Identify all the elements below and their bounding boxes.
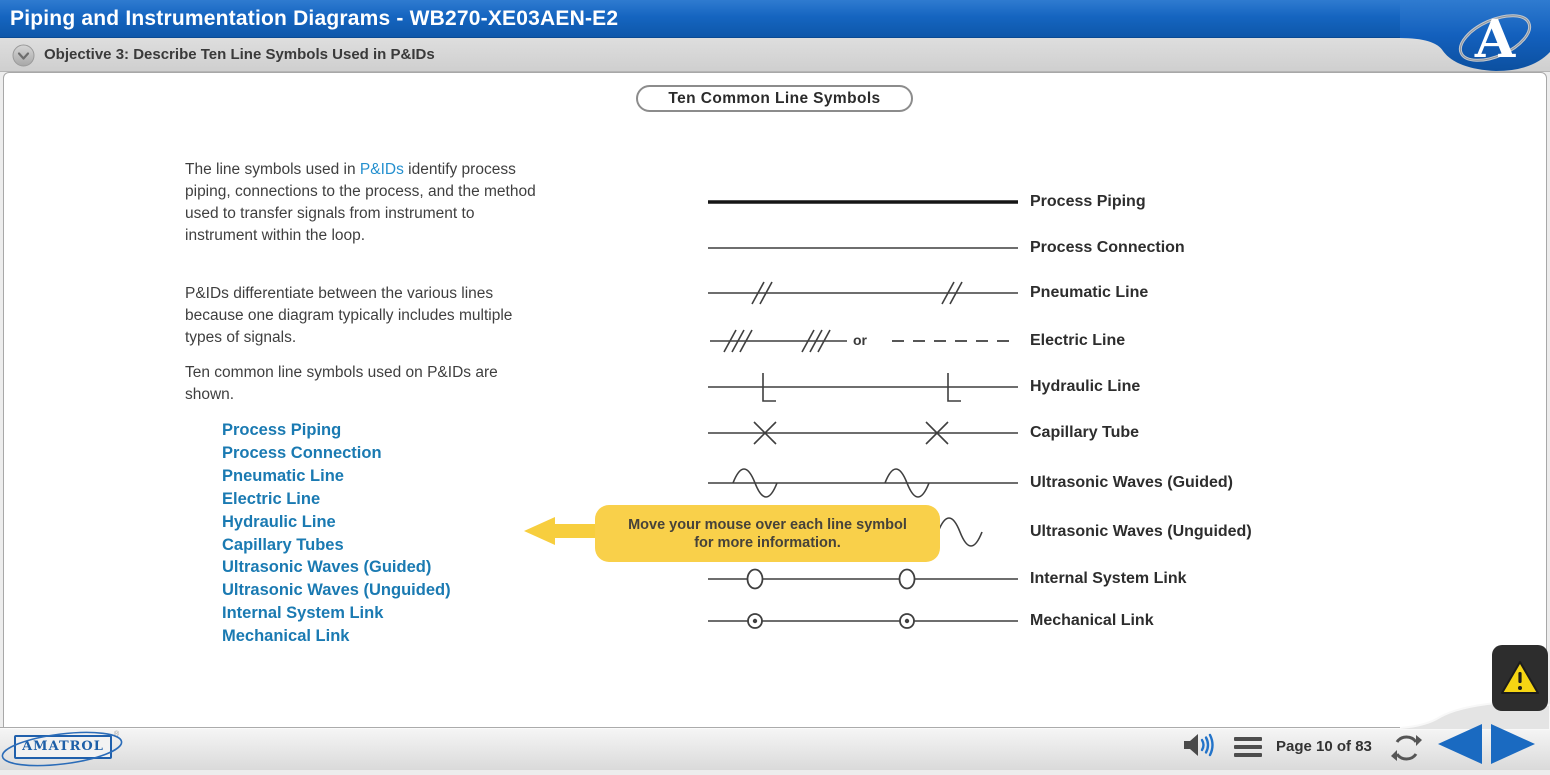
menu-button[interactable] — [1234, 737, 1262, 761]
paragraph-3: Ten common line symbols used on P&IDs are shown. — [185, 364, 498, 403]
symbol-name-list — [222, 419, 451, 648]
intro-text-before: The line symbols used in — [185, 161, 360, 178]
symbol-list-item: Pneumatic Line — [222, 466, 344, 485]
amatrol-a-icon — [1400, 0, 1550, 80]
objective-collapse-button[interactable] — [12, 44, 35, 67]
objective-title: Objective 3: Describe Ten Line Symbols Used in P&IDs — [44, 46, 435, 63]
svg-text:A: A — [1474, 9, 1516, 70]
line-symbol-internal-system-link[interactable] — [706, 557, 1026, 601]
symbol-list-item: Process Connection — [222, 443, 382, 462]
symbol-list-item: Hydraulic Line — [222, 512, 336, 531]
next-arrow-icon — [1489, 721, 1541, 767]
line-symbol-label: Mechanical Link — [1030, 612, 1154, 629]
warning-icon — [1500, 660, 1540, 696]
chevron-down-icon — [12, 44, 35, 67]
line-symbol-label: Electric Line — [1030, 332, 1126, 349]
menu-icon — [1234, 737, 1262, 757]
hover-instruction-tooltip — [595, 505, 940, 562]
line-symbol-label: Capillary Tube — [1030, 424, 1140, 441]
page-indicator: Page 10 of 83 — [1276, 738, 1372, 755]
line-symbol-process-connection[interactable] — [706, 226, 1026, 270]
warning-flyout-tab[interactable] — [1492, 645, 1548, 711]
line-symbol-mechanical-link[interactable] — [706, 599, 1026, 643]
amatrol-brand-logo: AMATROL — [14, 735, 112, 759]
objective-bar — [0, 38, 1550, 72]
symbol-list-item: Ultrasonic Waves (Unguided) — [222, 581, 451, 600]
line-symbol-label: Process Connection — [1030, 239, 1185, 256]
line-symbol-ultrasonic-guided[interactable] — [706, 461, 1026, 505]
line-symbol-hydraulic[interactable] — [706, 365, 1026, 409]
intro-paragraph — [185, 159, 547, 247]
symbol-list-item: Internal System Link — [222, 604, 384, 623]
tooltip-arrow-icon — [524, 516, 600, 551]
symbol-list-item: Ultrasonic Waves (Guided) — [222, 558, 432, 577]
line-symbol-label: Ultrasonic Waves (Unguided) — [1030, 523, 1252, 540]
electric-or-text: or — [853, 332, 867, 348]
brand-registered-mark: ® — [114, 731, 120, 738]
amatrol-corner-logo — [1400, 0, 1550, 80]
tooltip-line-2: for more information. — [694, 535, 841, 551]
line-symbol-label: Hydraulic Line — [1030, 378, 1141, 395]
prev-arrow-icon — [1432, 721, 1484, 767]
paragraph-2: P&IDs differentiate between the various lines because one diagram typically includes multiple types of signals. — [185, 285, 513, 346]
line-symbol-label: Process Piping — [1030, 193, 1146, 210]
symbol-list-item: Capillary Tubes — [222, 535, 344, 554]
next-page-button[interactable] — [1489, 721, 1541, 772]
refresh-icon — [1389, 732, 1423, 764]
line-symbol-pneumatic[interactable] — [706, 271, 1026, 315]
page-title: Piping and Instrumentation Diagrams - WB270-XE03AEN-E2 — [10, 7, 619, 30]
tooltip-line-1: Move your mouse over each line symbol — [628, 517, 907, 533]
intro-text-after: identify process piping, connections to the process, and the method used to transfer signals from instrument to instrument within the loop. — [185, 161, 536, 244]
line-symbol-capillary[interactable] — [706, 411, 1026, 455]
line-symbol-label: Internal System Link — [1030, 570, 1187, 587]
line-symbol-label: Pneumatic Line — [1030, 284, 1149, 301]
symbol-list-item: Mechanical Link — [222, 627, 350, 646]
audio-button[interactable] — [1183, 732, 1217, 763]
line-symbol-label: Ultrasonic Waves (Guided) — [1030, 474, 1233, 491]
refresh-button[interactable] — [1389, 732, 1423, 769]
title-bar — [0, 0, 1550, 38]
symbol-list-item: Process Piping — [222, 421, 342, 439]
previous-page-button[interactable] — [1432, 721, 1484, 772]
pids-glossary-link[interactable]: P&IDs — [359, 161, 404, 178]
section-heading-pill: Ten Common Line Symbols — [636, 85, 913, 112]
speaker-icon — [1183, 732, 1217, 758]
line-symbol-process-piping[interactable] — [706, 180, 1026, 224]
symbol-list-item: Electric Line — [222, 489, 321, 508]
